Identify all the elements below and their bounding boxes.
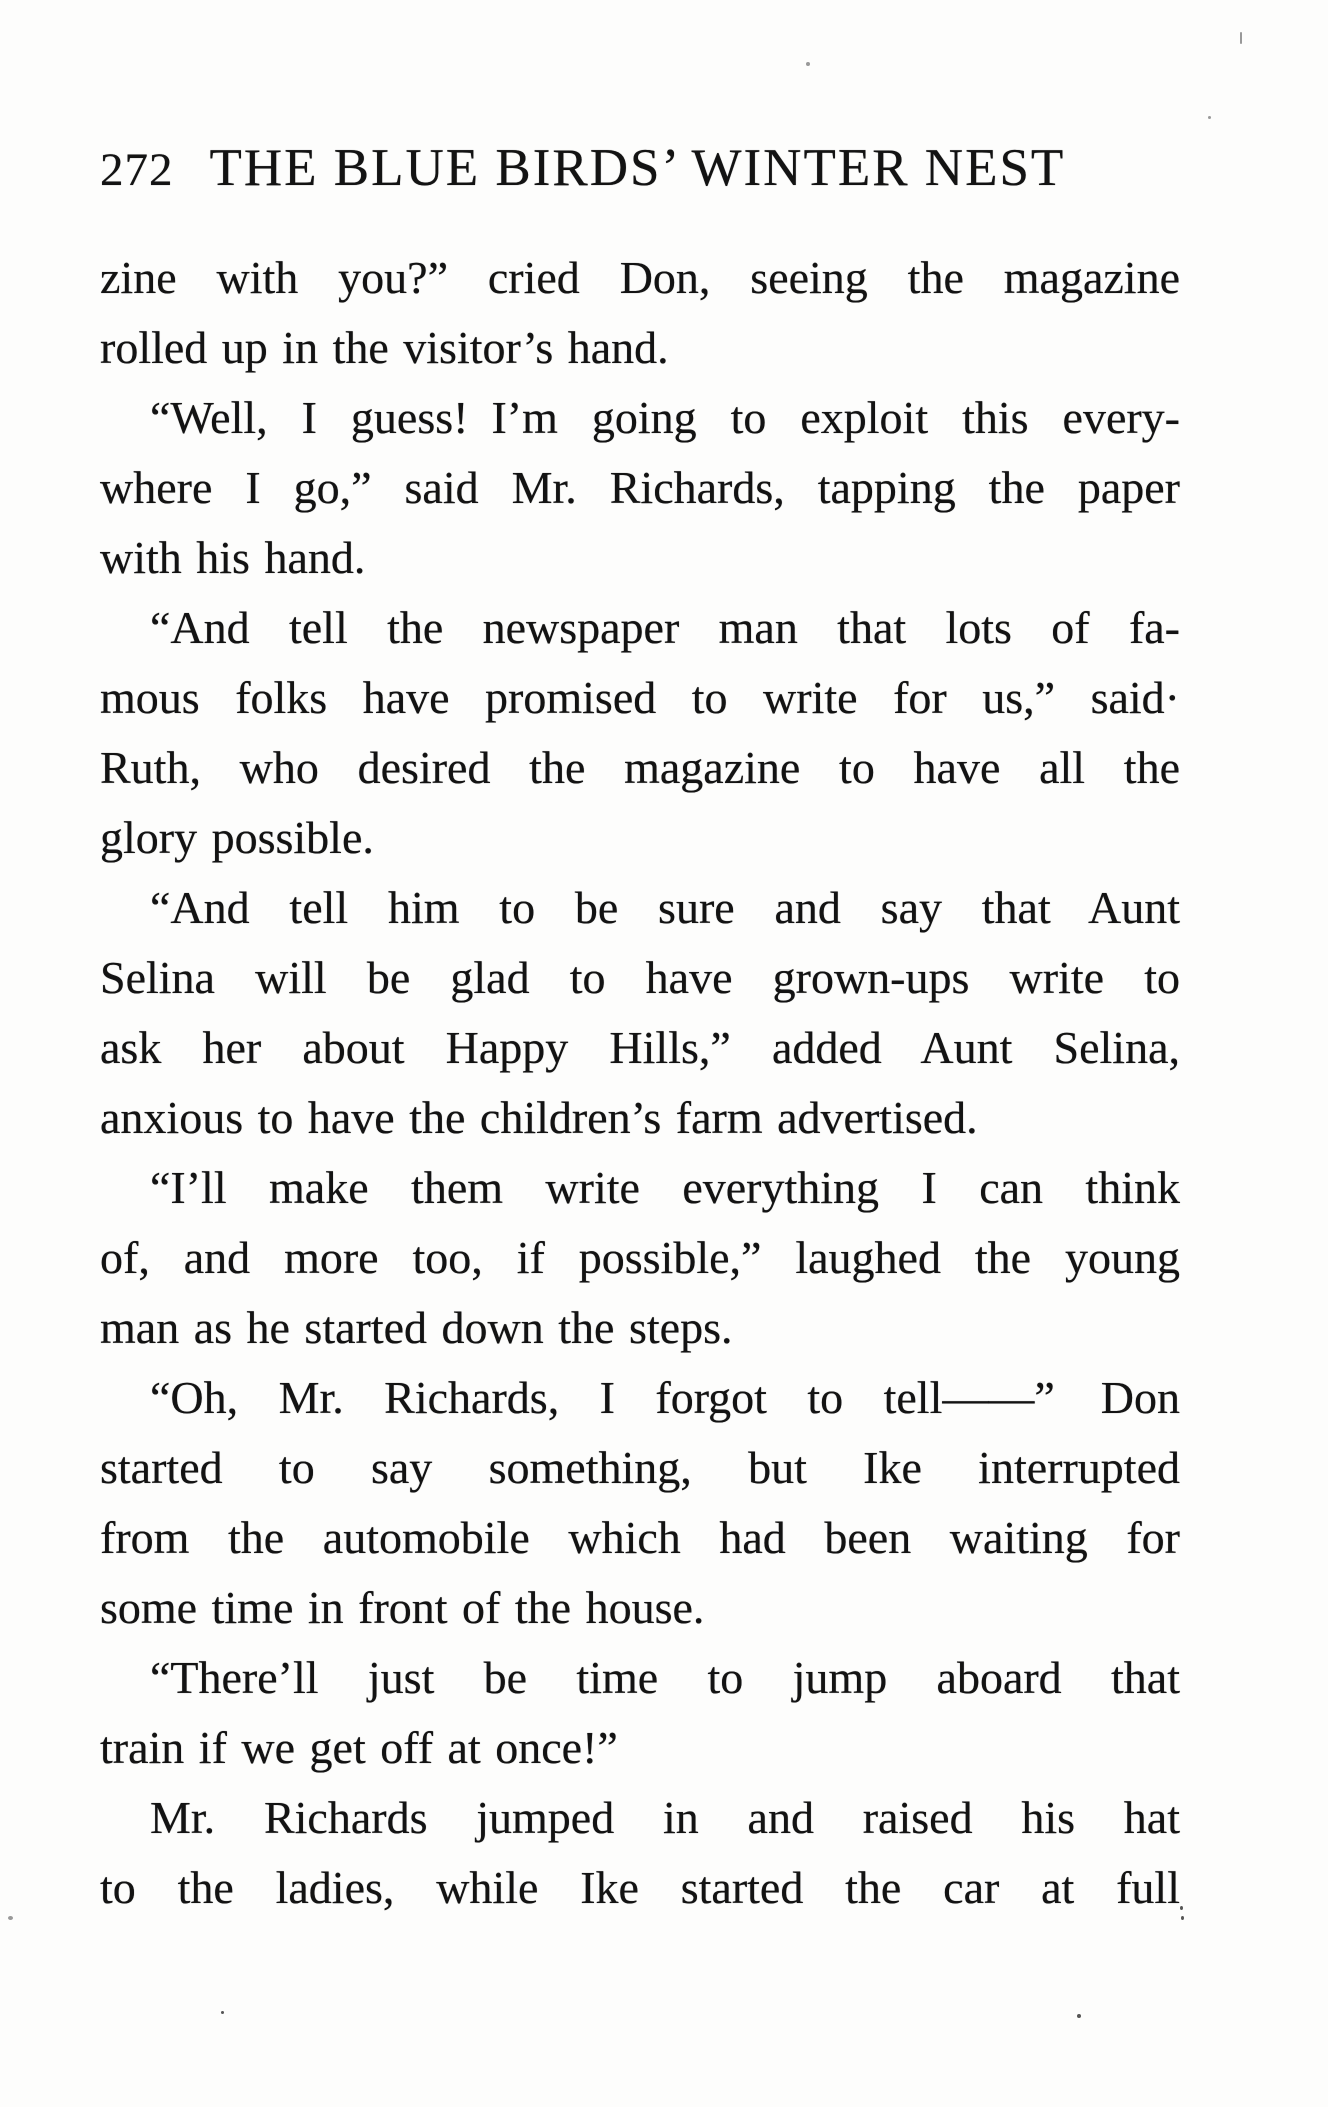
text-line: “I’ll make them write everything I can think: [150, 1162, 1180, 1213]
page-number: 272: [100, 144, 174, 196]
text-line: anxious to have the children’s farm advertised.: [100, 1092, 978, 1143]
text-line: train if we get off at once!”: [100, 1722, 618, 1773]
running-title: THE BLUE BIRDS’ WINTER NEST: [209, 139, 1066, 197]
scan-speck: [221, 2011, 224, 2014]
scan-speck: [1240, 32, 1242, 44]
scan-speck: [1181, 1916, 1184, 1920]
running-header: [100, 138, 1065, 198]
scan-speck: [1208, 116, 1211, 119]
text-line: some time in front of the house.: [100, 1582, 705, 1633]
text-line: ask her about Happy Hills,” added Aunt Selina,: [100, 1022, 1180, 1073]
text-line: “Well, I guess! I’m going to exploit this every-: [150, 392, 1180, 443]
text-line: where I go,” said Mr. Richards, tapping the paper: [100, 462, 1180, 513]
text-line: rolled up in the visitor’s hand.: [100, 322, 669, 373]
scan-speck: [806, 62, 810, 66]
text-line: Mr. Richards jumped in and raised his hat: [150, 1792, 1180, 1843]
text-line: man as he started down the steps.: [100, 1302, 733, 1353]
text-line: from the automobile which had been waiting for: [100, 1512, 1180, 1563]
text-line: glory possible.: [100, 812, 374, 863]
text-line: with his hand.: [100, 532, 366, 583]
text-line: zine with you?” cried Don, seeing the magazine: [100, 252, 1180, 303]
text-line: started to say something, but Ike interrupted: [100, 1442, 1180, 1493]
text-line: mous folks have promised to write for us,” said·: [100, 672, 1180, 723]
text-line: Ruth, who desired the magazine to have all the: [100, 742, 1180, 793]
text-line: Selina will be glad to have grown-ups write to: [100, 952, 1180, 1003]
scan-speck: [8, 1916, 13, 1920]
body-text: [100, 243, 1180, 1923]
text-line: “And tell the newspaper man that lots of fa-: [150, 602, 1180, 653]
text-line: of, and more too, if possible,” laughed the young: [100, 1232, 1180, 1283]
text-line: “There’ll just be time to jump aboard that: [150, 1652, 1180, 1703]
text-line: to the ladies, while Ike started the car at full: [100, 1862, 1180, 1913]
scan-speck: [1180, 1906, 1183, 1910]
text-line: “And tell him to be sure and say that Aunt: [150, 882, 1180, 933]
scan-speck: [1077, 2014, 1081, 2018]
text-line: “Oh, Mr. Richards, I forgot to tell——” Don: [150, 1372, 1180, 1423]
